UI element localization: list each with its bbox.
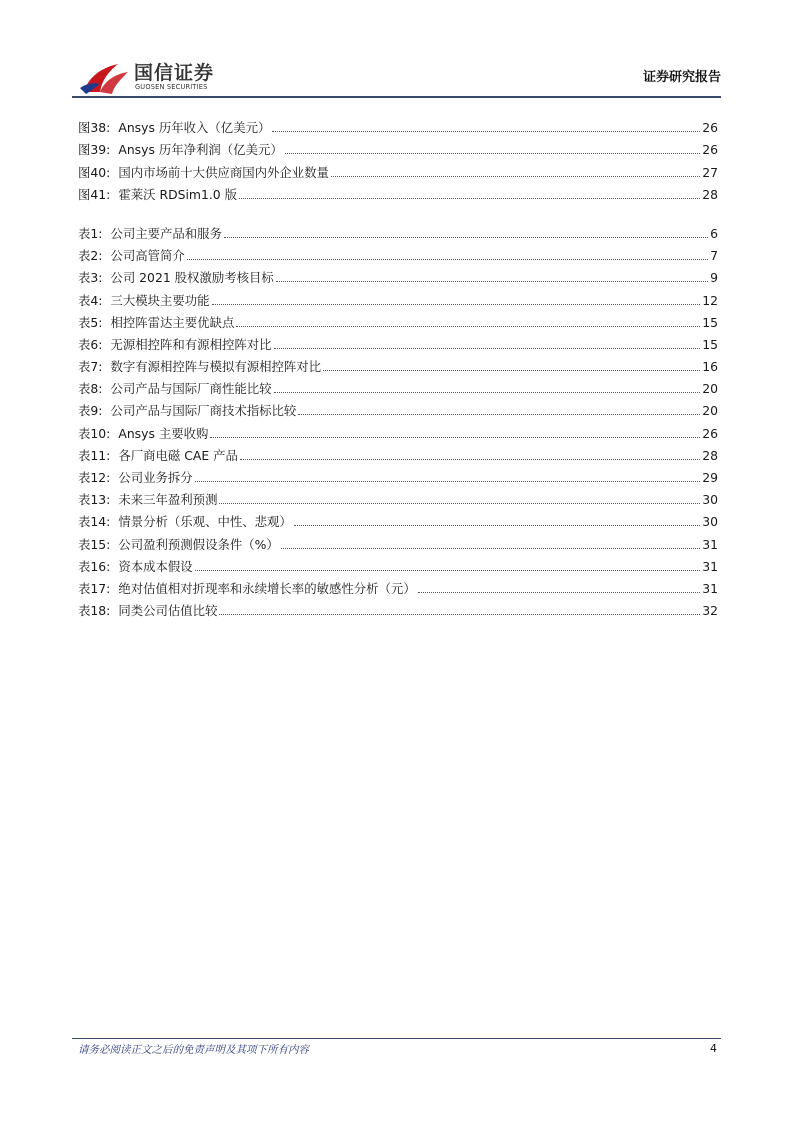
logo-english-name: GUOSEN SECURITIES [135, 83, 208, 91]
entry-label: 表11: [78, 447, 111, 463]
dot-leader [212, 303, 701, 305]
entry-label: 表18: [78, 603, 111, 619]
entry-page-number: 15 [702, 314, 718, 330]
table-toc-entry[interactable] [78, 597, 718, 619]
entry-page-number: 20 [702, 403, 718, 419]
entry-label: 图41: [78, 186, 111, 202]
entry-page-number: 15 [702, 336, 718, 352]
table-toc-entry[interactable] [78, 242, 718, 264]
entry-label: 表8: [78, 381, 103, 397]
entry-page-number: 28 [702, 447, 718, 463]
entry-title: 公司业务拆分 [118, 470, 193, 485]
entry-label: 表6: [78, 336, 103, 352]
dot-leader [195, 480, 701, 482]
figure-index-list [78, 114, 718, 203]
dot-leader [274, 347, 701, 349]
entry-label: 图39: [78, 142, 111, 158]
dot-leader [298, 413, 700, 415]
table-toc-entry[interactable] [78, 508, 718, 530]
table-toc-entry[interactable] [78, 220, 718, 242]
table-toc-entry[interactable] [78, 486, 718, 508]
table-toc-entry[interactable] [78, 264, 718, 286]
table-toc-entry[interactable] [78, 464, 718, 486]
table-toc-entry[interactable] [78, 530, 718, 552]
figure-toc-entry[interactable] [78, 158, 718, 180]
dot-leader [285, 152, 700, 154]
entry-label: 图38: [78, 120, 111, 136]
entry-page-number: 31 [702, 536, 718, 552]
guosen-logo-icon [78, 58, 130, 96]
entry-label: 表5: [78, 314, 103, 330]
entry-title: 三大模块主要功能 [110, 292, 210, 308]
dot-leader [239, 197, 700, 199]
figure-toc-entry[interactable] [78, 181, 718, 203]
entry-label: 表16: [78, 558, 111, 574]
entry-label: 表7: [78, 359, 103, 375]
table-toc-entry[interactable] [78, 575, 718, 597]
entry-title: Ansys 主要收购 [118, 425, 209, 441]
table-toc-entry[interactable] [78, 331, 718, 353]
guosen-logo [78, 56, 238, 100]
entry-label: 表13: [78, 492, 111, 508]
entry-page-number: 26 [702, 425, 718, 441]
dot-leader [236, 325, 700, 327]
page-header [72, 52, 721, 110]
figure-toc-entry[interactable] [78, 136, 718, 158]
dot-leader [219, 502, 700, 504]
table-toc-entry[interactable] [78, 353, 718, 375]
entry-page-number: 12 [702, 292, 718, 308]
entry-page-number: 26 [702, 142, 718, 158]
entry-page-number: 31 [702, 580, 718, 596]
dot-leader [274, 391, 701, 393]
entry-label: 表17: [78, 580, 111, 596]
dot-leader [210, 436, 700, 438]
table-toc-entry[interactable] [78, 309, 718, 331]
entry-title: 未来三年盈利预测 [118, 492, 218, 508]
dot-leader [323, 369, 700, 371]
dot-leader [195, 569, 701, 571]
entry-title: 公司产品与国际厂商技术指标比较 [110, 403, 297, 419]
entry-page-number: 26 [702, 120, 718, 136]
dot-leader [187, 258, 708, 260]
table-of-contents [78, 114, 718, 619]
table-toc-entry[interactable] [78, 553, 718, 575]
entry-page-number: 16 [702, 359, 718, 375]
entry-label: 表1: [78, 225, 103, 241]
entry-label: 表9: [78, 403, 103, 419]
entry-page-number: 6 [710, 225, 718, 241]
dot-leader [331, 175, 700, 177]
entry-title: 同类公司估值比较 [118, 603, 218, 619]
entry-page-number: 30 [702, 514, 718, 530]
dot-leader [219, 613, 700, 615]
table-toc-entry[interactable] [78, 442, 718, 464]
entry-page-number: 32 [702, 603, 718, 619]
dot-leader [224, 236, 708, 238]
dot-leader [240, 458, 700, 460]
entry-label: 表15: [78, 536, 111, 552]
page-number: 4 [710, 1042, 717, 1055]
entry-page-number: 29 [702, 470, 718, 485]
footer-divider [72, 1038, 721, 1039]
table-toc-entry[interactable] [78, 286, 718, 308]
entry-title: 相控阵雷达主要优缺点 [110, 314, 235, 330]
logo-chinese-name: 国信证券 [134, 62, 215, 84]
entry-title: Ansys 历年净利润（亿美元） [118, 142, 283, 158]
entry-title: Ansys 历年收入（亿美元） [118, 120, 271, 136]
table-toc-entry[interactable] [78, 397, 718, 419]
entry-page-number: 30 [702, 492, 718, 508]
entry-title: 公司产品与国际厂商性能比较 [110, 381, 272, 397]
entry-title: 公司 2021 股权激励考核目标 [110, 270, 274, 286]
entry-label: 图40: [78, 164, 111, 180]
entry-label: 表3: [78, 270, 103, 286]
entry-title: 公司主要产品和服务 [110, 225, 222, 241]
dot-leader [294, 524, 700, 526]
entry-title: 情景分析（乐观、中性、悲观） [118, 514, 292, 530]
entry-title: 公司高管简介 [110, 248, 185, 264]
entry-title: 各厂商电磁 CAE 产品 [118, 447, 238, 463]
entry-page-number: 7 [710, 248, 718, 264]
dot-leader [418, 591, 701, 593]
entry-label: 表10: [78, 425, 111, 441]
disclaimer-note: 请务必阅读正文之后的免责声明及其项下所有内容 [78, 1044, 309, 1056]
table-toc-entry[interactable] [78, 375, 718, 397]
entry-page-number: 20 [702, 381, 718, 397]
dot-leader [276, 280, 708, 282]
entry-title: 公司盈利预测假设条件（%） [118, 536, 279, 552]
entry-label: 表14: [78, 514, 111, 530]
dot-leader [272, 130, 700, 132]
entry-title: 资本成本假设 [118, 558, 193, 574]
entry-title: 绝对估值相对折现率和永续增长率的敏感性分析（元） [118, 580, 416, 596]
header-divider [72, 96, 721, 98]
entry-title: 霍莱沃 RDSim1.0 版 [118, 186, 238, 202]
entry-label: 表12: [78, 470, 111, 485]
entry-page-number: 28 [702, 186, 718, 202]
entry-label: 表4: [78, 292, 103, 308]
entry-page-number: 9 [710, 270, 718, 286]
entry-label: 表2: [78, 248, 103, 264]
report-type-label: 证券研究报告 [642, 70, 721, 85]
entry-page-number: 27 [702, 164, 718, 180]
entry-title: 国内市场前十大供应商国内外企业数量 [118, 164, 329, 180]
entry-title: 数字有源相控阵与模拟有源相控阵对比 [110, 359, 322, 375]
entry-title: 无源相控阵和有源相控阵对比 [110, 336, 272, 352]
table-toc-entry[interactable] [78, 419, 718, 441]
figure-toc-entry[interactable] [78, 114, 718, 136]
entry-page-number: 31 [702, 558, 718, 574]
dot-leader [281, 547, 700, 549]
table-index-list [78, 220, 718, 619]
